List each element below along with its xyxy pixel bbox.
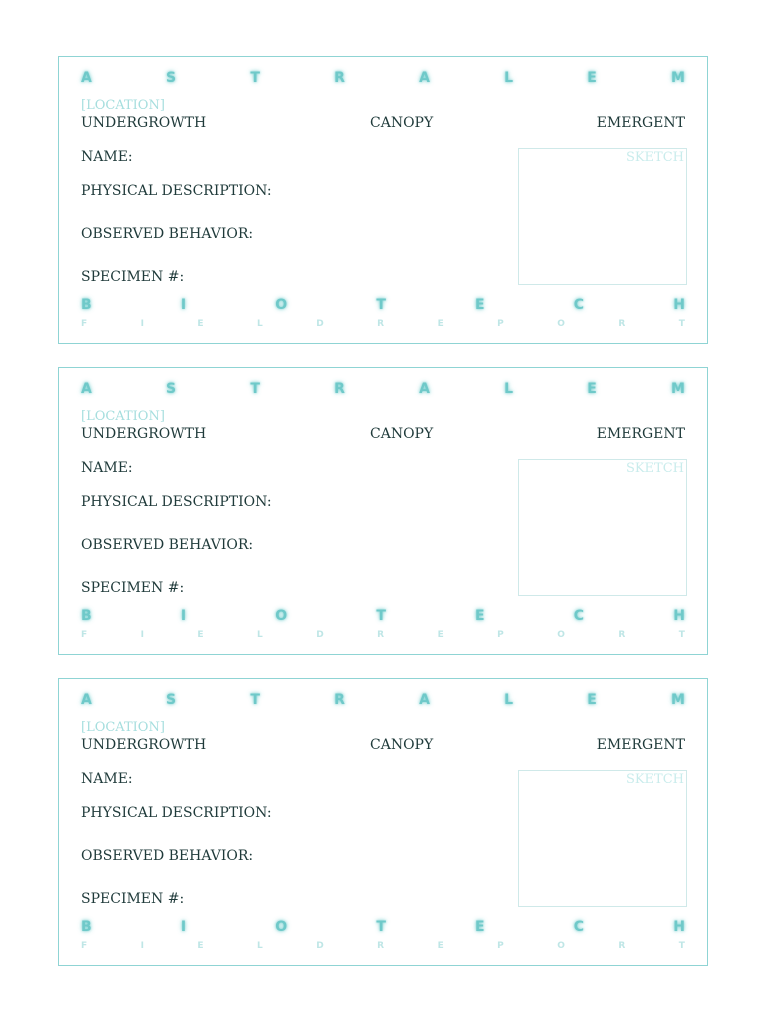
wordmark-letter: I: [180, 297, 187, 313]
wordmark-letter: I: [180, 919, 187, 935]
wordmark-letter: P: [497, 319, 504, 329]
biotech-wordmark: [81, 919, 685, 935]
wordmark-letter: C: [573, 919, 585, 935]
observed-behavior-label[interactable]: OBSERVED BEHAVIOR:: [81, 537, 254, 553]
wordmark-letter: E: [587, 692, 597, 708]
brand-wordmark: [81, 381, 685, 397]
wordmark-letter: P: [497, 630, 504, 640]
wordmark-letter: D: [316, 319, 324, 329]
wordmark-letter: T: [678, 630, 685, 640]
wordmark-letter: E: [197, 319, 204, 329]
location-label: [LOCATION]: [81, 720, 165, 735]
wordmark-letter: R: [377, 941, 385, 951]
wordmark-letter: E: [197, 630, 204, 640]
wordmark-letter: E: [587, 381, 597, 397]
zone-emergent[interactable]: EMERGENT: [596, 115, 685, 131]
field-report-card: [58, 56, 708, 344]
wordmark-letter: T: [678, 319, 685, 329]
field-report-card: [58, 678, 708, 966]
sketch-label: SKETCH: [625, 150, 684, 165]
wordmark-letter: A: [419, 70, 430, 86]
location-label: [LOCATION]: [81, 409, 165, 424]
wordmark-letter: T: [376, 919, 386, 935]
wordmark-letter: H: [673, 608, 685, 624]
zone-undergrowth[interactable]: UNDERGROWTH: [81, 115, 207, 131]
wordmark-letter: R: [377, 319, 385, 329]
zone-undergrowth[interactable]: UNDERGROWTH: [81, 737, 207, 753]
specimen-number-label[interactable]: SPECIMEN #:: [81, 269, 185, 285]
wordmark-letter: L: [504, 70, 514, 86]
wordmark-letter: S: [166, 70, 177, 86]
wordmark-letter: E: [437, 941, 444, 951]
wordmark-letter: D: [316, 941, 324, 951]
wordmark-letter: L: [504, 692, 514, 708]
wordmark-letter: L: [257, 941, 263, 951]
wordmark-letter: B: [81, 608, 92, 624]
wordmark-letter: E: [475, 608, 485, 624]
biotech-wordmark: [81, 608, 685, 624]
wordmark-letter: E: [475, 919, 485, 935]
sketch-label: SKETCH: [625, 461, 684, 476]
wordmark-letter: A: [81, 381, 92, 397]
wordmark-letter: R: [334, 692, 345, 708]
wordmark-letter: C: [573, 297, 585, 313]
field-report-wordmark: [81, 319, 685, 329]
wordmark-letter: M: [671, 692, 685, 708]
wordmark-letter: O: [275, 297, 288, 313]
wordmark-letter: I: [140, 941, 144, 951]
wordmark-letter: S: [166, 381, 177, 397]
name-field-label[interactable]: NAME:: [81, 460, 133, 476]
zone-canopy[interactable]: CANOPY: [370, 426, 434, 442]
wordmark-letter: C: [573, 608, 585, 624]
wordmark-letter: R: [618, 941, 626, 951]
sketch-area[interactable]: [518, 770, 687, 907]
sketch-area[interactable]: [518, 148, 687, 285]
wordmark-letter: I: [140, 630, 144, 640]
wordmark-letter: E: [437, 319, 444, 329]
wordmark-letter: S: [166, 692, 177, 708]
wordmark-letter: T: [250, 692, 260, 708]
wordmark-letter: B: [81, 919, 92, 935]
wordmark-letter: H: [673, 919, 685, 935]
observed-behavior-label[interactable]: OBSERVED BEHAVIOR:: [81, 226, 254, 242]
wordmark-letter: L: [504, 381, 514, 397]
observed-behavior-label[interactable]: OBSERVED BEHAVIOR:: [81, 848, 254, 864]
wordmark-letter: T: [678, 941, 685, 951]
field-report-wordmark: [81, 941, 685, 951]
wordmark-letter: A: [419, 692, 430, 708]
wordmark-letter: I: [140, 319, 144, 329]
zone-emergent[interactable]: EMERGENT: [596, 737, 685, 753]
zone-canopy[interactable]: CANOPY: [370, 737, 434, 753]
wordmark-letter: F: [81, 941, 88, 951]
physical-description-label[interactable]: PHYSICAL DESCRIPTION:: [81, 805, 272, 821]
zone-canopy[interactable]: CANOPY: [370, 115, 434, 131]
zone-row: [81, 426, 685, 444]
sketch-area[interactable]: [518, 459, 687, 596]
wordmark-letter: L: [257, 630, 263, 640]
wordmark-letter: E: [475, 297, 485, 313]
field-report-card: [58, 367, 708, 655]
wordmark-letter: L: [257, 319, 263, 329]
wordmark-letter: R: [377, 630, 385, 640]
wordmark-letter: A: [81, 692, 92, 708]
sketch-label: SKETCH: [625, 772, 684, 787]
wordmark-letter: B: [81, 297, 92, 313]
specimen-number-label[interactable]: SPECIMEN #:: [81, 580, 185, 596]
wordmark-letter: R: [334, 381, 345, 397]
wordmark-letter: D: [316, 630, 324, 640]
wordmark-letter: M: [671, 70, 685, 86]
zone-row: [81, 115, 685, 133]
wordmark-letter: R: [334, 70, 345, 86]
wordmark-letter: T: [376, 608, 386, 624]
wordmark-letter: M: [671, 381, 685, 397]
wordmark-letter: R: [618, 630, 626, 640]
wordmark-letter: F: [81, 319, 88, 329]
name-field-label[interactable]: NAME:: [81, 149, 133, 165]
wordmark-letter: O: [557, 319, 565, 329]
wordmark-letter: A: [81, 70, 92, 86]
wordmark-letter: E: [197, 941, 204, 951]
brand-wordmark: [81, 70, 685, 86]
wordmark-letter: E: [437, 630, 444, 640]
wordmark-letter: O: [275, 919, 288, 935]
wordmark-letter: T: [250, 381, 260, 397]
wordmark-letter: H: [673, 297, 685, 313]
specimen-number-label[interactable]: SPECIMEN #:: [81, 891, 185, 907]
name-field-label[interactable]: NAME:: [81, 771, 133, 787]
wordmark-letter: I: [180, 608, 187, 624]
zone-undergrowth[interactable]: UNDERGROWTH: [81, 426, 207, 442]
wordmark-letter: R: [618, 319, 626, 329]
wordmark-letter: F: [81, 630, 88, 640]
field-report-wordmark: [81, 630, 685, 640]
wordmark-letter: A: [419, 381, 430, 397]
zone-row: [81, 737, 685, 755]
wordmark-letter: T: [376, 297, 386, 313]
biotech-wordmark: [81, 297, 685, 313]
wordmark-letter: O: [557, 941, 565, 951]
physical-description-label[interactable]: PHYSICAL DESCRIPTION:: [81, 494, 272, 510]
physical-description-label[interactable]: PHYSICAL DESCRIPTION:: [81, 183, 272, 199]
wordmark-letter: T: [250, 70, 260, 86]
wordmark-letter: O: [557, 630, 565, 640]
wordmark-letter: E: [587, 70, 597, 86]
zone-emergent[interactable]: EMERGENT: [596, 426, 685, 442]
wordmark-letter: P: [497, 941, 504, 951]
brand-wordmark: [81, 692, 685, 708]
location-label: [LOCATION]: [81, 98, 165, 113]
wordmark-letter: O: [275, 608, 288, 624]
